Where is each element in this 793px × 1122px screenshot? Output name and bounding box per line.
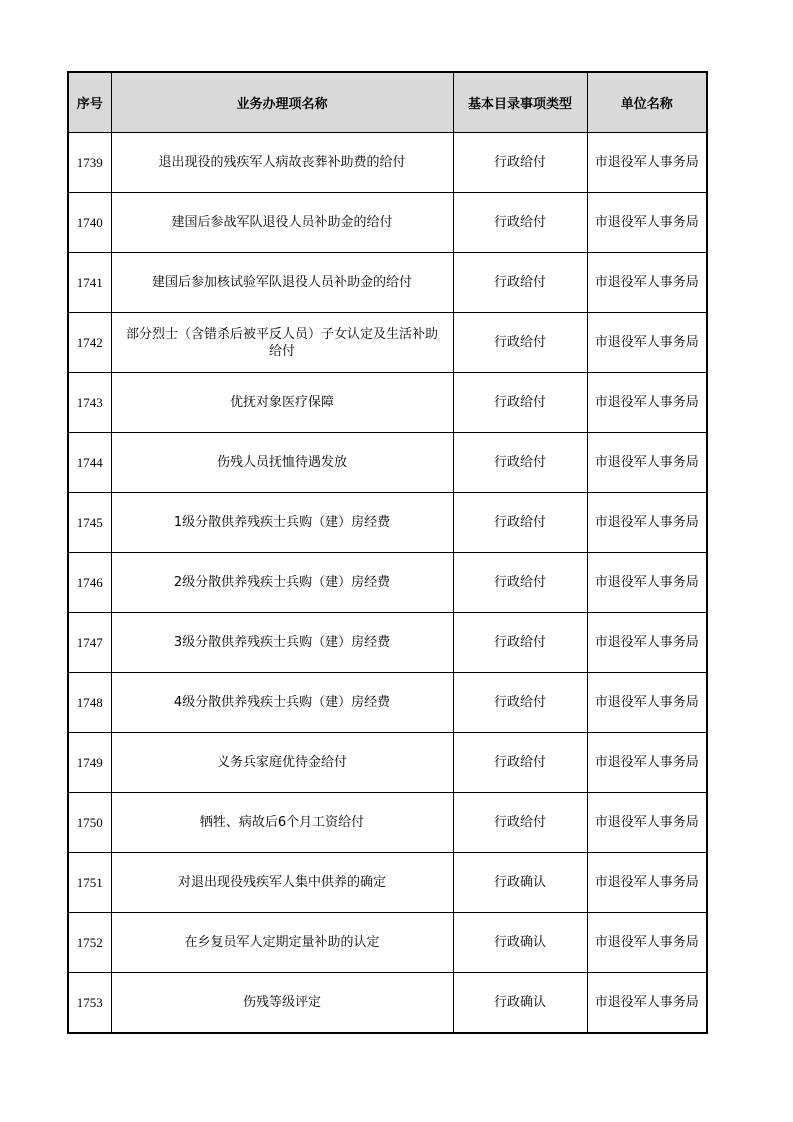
row-unit: 市退役军人事务局 bbox=[587, 553, 707, 613]
row-name: 伤残人员抚恤待遇发放 bbox=[111, 433, 453, 493]
header-seq: 序号 bbox=[68, 72, 111, 133]
header-type: 基本目录事项类型 bbox=[453, 72, 587, 133]
items-table bbox=[67, 71, 708, 1034]
row-seq: 1748 bbox=[68, 673, 111, 733]
row-name: 优抚对象医疗保障 bbox=[111, 373, 453, 433]
table-row bbox=[68, 913, 707, 973]
row-type: 行政给付 bbox=[453, 793, 587, 853]
row-type: 行政确认 bbox=[453, 973, 587, 1034]
row-unit: 市退役军人事务局 bbox=[587, 733, 707, 793]
row-type: 行政确认 bbox=[453, 913, 587, 973]
table-row bbox=[68, 313, 707, 373]
row-unit: 市退役军人事务局 bbox=[587, 373, 707, 433]
row-seq: 1745 bbox=[68, 493, 111, 553]
table-row bbox=[68, 853, 707, 913]
row-unit: 市退役军人事务局 bbox=[587, 613, 707, 673]
row-name: 伤残等级评定 bbox=[111, 973, 453, 1034]
row-name: 退出现役的残疾军人病故丧葬补助费的给付 bbox=[111, 133, 453, 193]
row-name: 对退出现役残疾军人集中供养的确定 bbox=[111, 853, 453, 913]
row-seq: 1750 bbox=[68, 793, 111, 853]
row-name: 建国后参战军队退役人员补助金的给付 bbox=[111, 193, 453, 253]
row-type: 行政给付 bbox=[453, 613, 587, 673]
row-seq: 1747 bbox=[68, 613, 111, 673]
row-type: 行政给付 bbox=[453, 253, 587, 313]
row-type: 行政给付 bbox=[453, 733, 587, 793]
row-type: 行政给付 bbox=[453, 133, 587, 193]
row-name: 牺牲、病故后6个月工资给付 bbox=[111, 793, 453, 853]
row-name: 3级分散供养残疾士兵购（建）房经费 bbox=[111, 613, 453, 673]
table-row bbox=[68, 733, 707, 793]
table-body bbox=[68, 133, 707, 1034]
row-type: 行政确认 bbox=[453, 853, 587, 913]
row-name: 1级分散供养残疾士兵购（建）房经费 bbox=[111, 493, 453, 553]
row-seq: 1749 bbox=[68, 733, 111, 793]
row-type: 行政给付 bbox=[453, 553, 587, 613]
table-row bbox=[68, 133, 707, 193]
row-name: 部分烈士（含错杀后被平反人员）子女认定及生活补助给付 bbox=[111, 313, 453, 373]
table-row bbox=[68, 253, 707, 313]
row-name: 在乡复员军人定期定量补助的认定 bbox=[111, 913, 453, 973]
row-type: 行政给付 bbox=[453, 673, 587, 733]
row-unit: 市退役军人事务局 bbox=[587, 973, 707, 1034]
header-name: 业务办理项名称 bbox=[111, 72, 453, 133]
table-row bbox=[68, 553, 707, 613]
row-unit: 市退役军人事务局 bbox=[587, 133, 707, 193]
row-seq: 1741 bbox=[68, 253, 111, 313]
row-unit: 市退役军人事务局 bbox=[587, 493, 707, 553]
row-unit: 市退役军人事务局 bbox=[587, 193, 707, 253]
table-header-row bbox=[68, 72, 707, 133]
row-type: 行政给付 bbox=[453, 433, 587, 493]
header-unit: 单位名称 bbox=[587, 72, 707, 133]
row-seq: 1753 bbox=[68, 973, 111, 1034]
row-seq: 1752 bbox=[68, 913, 111, 973]
row-unit: 市退役军人事务局 bbox=[587, 793, 707, 853]
row-seq: 1746 bbox=[68, 553, 111, 613]
row-unit: 市退役军人事务局 bbox=[587, 913, 707, 973]
row-seq: 1739 bbox=[68, 133, 111, 193]
row-seq: 1740 bbox=[68, 193, 111, 253]
table-row bbox=[68, 673, 707, 733]
table-row bbox=[68, 973, 707, 1034]
row-type: 行政给付 bbox=[453, 193, 587, 253]
row-unit: 市退役军人事务局 bbox=[587, 433, 707, 493]
row-unit: 市退役军人事务局 bbox=[587, 253, 707, 313]
row-seq: 1742 bbox=[68, 313, 111, 373]
row-name: 2级分散供养残疾士兵购（建）房经费 bbox=[111, 553, 453, 613]
row-unit: 市退役军人事务局 bbox=[587, 673, 707, 733]
row-seq: 1751 bbox=[68, 853, 111, 913]
row-unit: 市退役军人事务局 bbox=[587, 853, 707, 913]
table-row bbox=[68, 613, 707, 673]
row-name: 4级分散供养残疾士兵购（建）房经费 bbox=[111, 673, 453, 733]
row-seq: 1744 bbox=[68, 433, 111, 493]
table-row bbox=[68, 793, 707, 853]
table-row bbox=[68, 433, 707, 493]
row-seq: 1743 bbox=[68, 373, 111, 433]
row-type: 行政给付 bbox=[453, 373, 587, 433]
table-row bbox=[68, 193, 707, 253]
table-row bbox=[68, 373, 707, 433]
row-name: 建国后参加核试验军队退役人员补助金的给付 bbox=[111, 253, 453, 313]
table-row bbox=[68, 493, 707, 553]
row-unit: 市退役军人事务局 bbox=[587, 313, 707, 373]
row-type: 行政给付 bbox=[453, 313, 587, 373]
row-type: 行政给付 bbox=[453, 493, 587, 553]
row-name: 义务兵家庭优待金给付 bbox=[111, 733, 453, 793]
